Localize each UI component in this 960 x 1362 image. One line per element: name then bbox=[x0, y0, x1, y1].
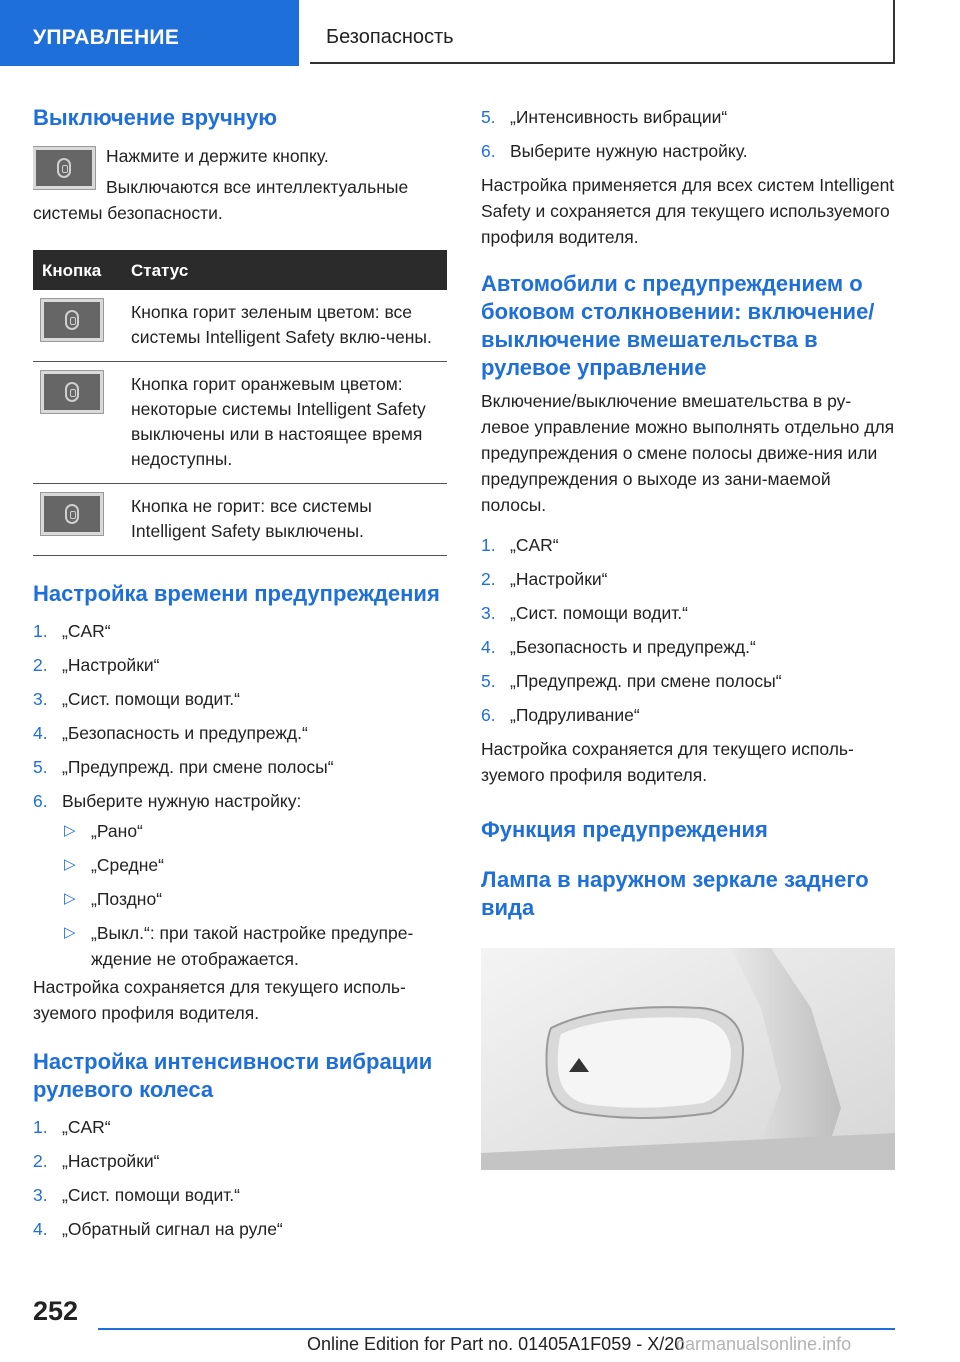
footer-watermark: carmanualsonline.info bbox=[676, 1334, 852, 1354]
list-item: 5. „Предупрежд. при смене полосы“ bbox=[33, 757, 334, 777]
manual-off-block bbox=[33, 143, 447, 226]
heading-mirror-lamp: Лампа в наружном зеркале заднего вида bbox=[481, 867, 869, 920]
vibration-steps-cont bbox=[481, 104, 895, 164]
manual-off-p1: Нажмите и держите кнопку. bbox=[106, 146, 329, 166]
side-collision-note: Настройка сохраняется для текущего исполь-зуемого профиля водителя. bbox=[481, 739, 854, 785]
footer-rule bbox=[98, 1328, 895, 1330]
list-item: 1. „CAR“ bbox=[33, 621, 111, 641]
list-item: 1. „CAR“ bbox=[33, 1117, 111, 1137]
table-cell-status: Кнопка горит оранжевым цветом: некоторые системы Intelligent Safety выключены или в настоящее время недоступны. bbox=[131, 362, 447, 484]
list-item: 2. „Настройки“ bbox=[481, 569, 608, 589]
triangle-bullet-icon: ▷ bbox=[64, 924, 76, 941]
table-header-button: Кнопка bbox=[33, 250, 131, 290]
intelligent-safety-button-icon bbox=[33, 147, 95, 189]
header-section-tab: УПРАВЛЕНИЕ bbox=[0, 0, 299, 66]
button-status-table bbox=[33, 250, 447, 556]
button-off-icon bbox=[41, 493, 103, 535]
option-item: ▷ „Поздно“ bbox=[62, 886, 447, 912]
table-header-status: Статус bbox=[131, 250, 447, 290]
heading-side-collision: Автомобили с предупреждением о боковом столкновении: включение/выключение вмешательства в рулевое управление bbox=[481, 271, 875, 380]
warning-time-note: Настройка сохраняется для текущего исполь-зуемого профиля водителя. bbox=[33, 977, 406, 1023]
heading-manual-off: Выключение вручную bbox=[33, 105, 278, 130]
side-collision-text: Включение/выключение вмешательства в ру-левое управление можно выполнять отдельно для предупреждения о смене полосы движе-ния или предупреждения о выходе из зани-маемой полосы. bbox=[481, 391, 895, 515]
page-number: 252 bbox=[33, 1296, 79, 1326]
list-item: 2. „Настройки“ bbox=[33, 1151, 160, 1171]
table-row bbox=[33, 484, 447, 556]
list-item: 1. „CAR“ bbox=[481, 535, 559, 555]
list-item: 3. „Сист. помощи водит.“ bbox=[33, 689, 240, 709]
right-column bbox=[481, 96, 895, 1170]
list-item: 6. Выберите нужную настройку. bbox=[481, 141, 748, 161]
side-collision-steps bbox=[481, 532, 895, 728]
triangle-bullet-icon: ▷ bbox=[64, 822, 76, 839]
list-item: 6. Выберите нужную настройку: ▷ „Рано“ ▷ „Средне“ ▷ „Поздно“ ▷ „Выкл.“: при такой настройке предупре-ждение не отображается. bbox=[33, 788, 447, 972]
list-item: 5. „Интенсивность вибрации“ bbox=[481, 107, 728, 127]
mirror-image bbox=[481, 948, 895, 1170]
footer-edition: Online Edition for Part no. 01405A1F059 - X/20 bbox=[307, 1334, 685, 1354]
vibration-note: Настройка применяется для всех систем Intelligent Safety и сохраняется для текущего используемого профиля водителя. bbox=[481, 175, 895, 247]
heading-function: Функция предупреждения bbox=[481, 817, 768, 842]
heading-vibration: Настройка интенсивности вибрации рулевого колеса bbox=[33, 1049, 433, 1102]
option-item: ▷ „Средне“ bbox=[62, 852, 447, 878]
list-item: 4. „Безопасность и предупрежд.“ bbox=[481, 637, 756, 657]
triangle-bullet-icon: ▷ bbox=[64, 856, 76, 873]
list-item: 3. „Сист. помощи водит.“ bbox=[481, 603, 688, 623]
list-item: 6. „Подруливание“ bbox=[481, 705, 640, 725]
list-item: 5. „Предупрежд. при смене полосы“ bbox=[481, 671, 782, 691]
option-item: ▷ „Выкл.“: при такой настройке предупре-ждение не отображается. bbox=[62, 920, 447, 972]
table-row bbox=[33, 362, 447, 484]
list-item: 4. „Безопасность и предупрежд.“ bbox=[33, 723, 308, 743]
button-green-icon bbox=[41, 299, 103, 341]
triangle-bullet-icon: ▷ bbox=[64, 890, 76, 907]
button-orange-icon bbox=[41, 371, 103, 413]
mirror-illustration bbox=[481, 948, 895, 1170]
warning-time-steps bbox=[33, 618, 447, 972]
table-cell-status: Кнопка не горит: все системы Intelligent Safety выключены. bbox=[131, 484, 447, 556]
header-title-text: Безопасность bbox=[326, 26, 454, 48]
left-column bbox=[33, 96, 447, 1250]
list-item: 2. „Настройки“ bbox=[33, 655, 160, 675]
manual-off-p2: Выключаются все интеллектуальные системы безопасности. bbox=[33, 177, 409, 223]
warning-time-options bbox=[62, 818, 447, 972]
header-title bbox=[310, 0, 895, 64]
list-item: 3. „Сист. помощи водит.“ bbox=[33, 1185, 240, 1205]
table-row bbox=[33, 290, 447, 362]
vibration-steps bbox=[33, 1114, 447, 1242]
option-item: ▷ „Рано“ bbox=[62, 818, 447, 844]
list-item: 4. „Обратный сигнал на руле“ bbox=[33, 1219, 283, 1239]
heading-warning-time: Настройка времени предупреждения bbox=[33, 581, 440, 606]
table-cell-status: Кнопка горит зеленым цветом: все системы Intelligent Safety вклю-чены. bbox=[131, 290, 447, 362]
